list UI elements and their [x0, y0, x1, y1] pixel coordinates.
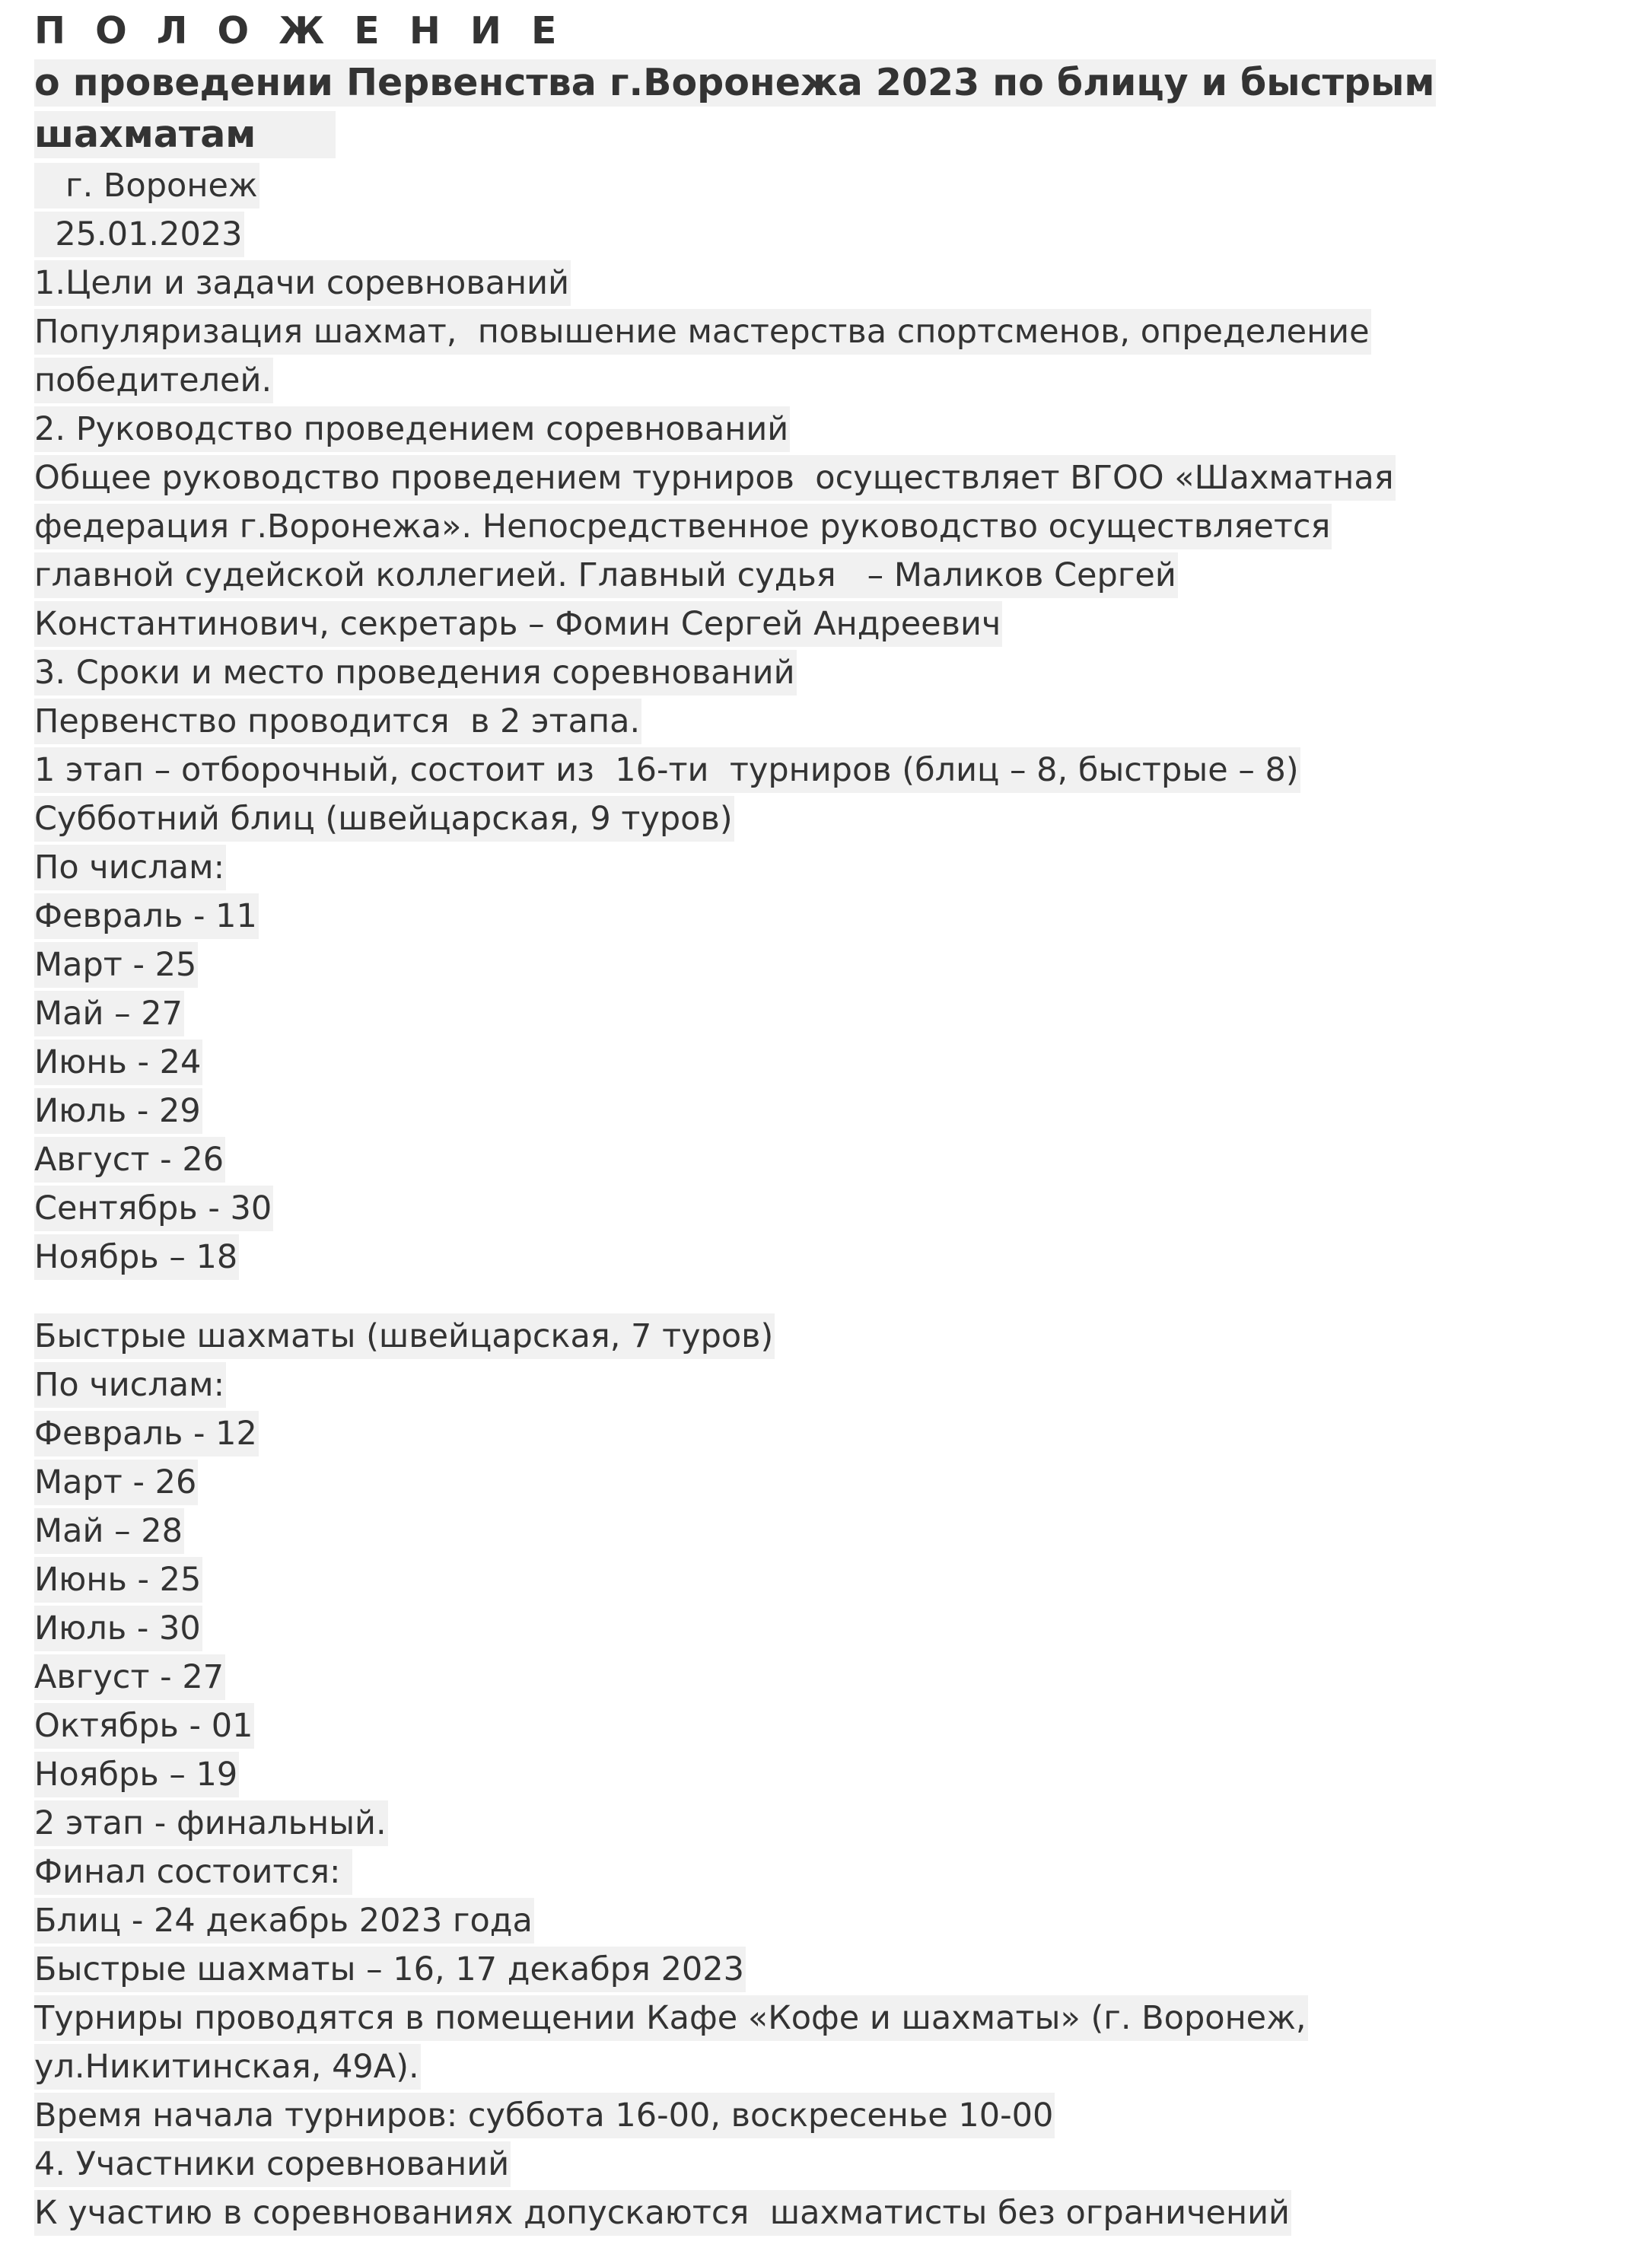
- blitz-date-item: Ноябрь – 18: [34, 1234, 1632, 1283]
- start-time: Время начала турниров: суббота 16-00, воскресенье 10-00: [34, 2093, 1632, 2141]
- rapid-dates-label: По числам:: [34, 1362, 1632, 1411]
- section-2-text-line: Общее руководство проведением турниров осуществляет ВГОО «Шахматная: [34, 455, 1632, 504]
- rapid-title: Быстрые шахматы (швейцарская, 7 туров): [34, 1313, 1632, 1362]
- document-subtitle-line-2: шахматам: [34, 111, 1632, 163]
- rapid-date-item: Ноябрь – 19: [34, 1752, 1632, 1800]
- document-title: П О Л О Ж Е Н И Е: [34, 9, 565, 53]
- blitz-date-item: Июнь - 24: [34, 1039, 1632, 1088]
- blitz-date-item: Август - 26: [34, 1137, 1632, 1186]
- blitz-date-item: Май – 27: [34, 991, 1632, 1039]
- section-1-text-line: победителей.: [34, 358, 1632, 406]
- rapid-date-item: Август - 27: [34, 1654, 1632, 1703]
- blitz-date-item: Март - 25: [34, 942, 1632, 991]
- rapid-date-item: Февраль - 12: [34, 1411, 1632, 1460]
- document-date: 25.01.2023: [34, 212, 1632, 260]
- rapid-date-item: Октябрь - 01: [34, 1703, 1632, 1752]
- section-1-heading: 1.Цели и задачи соревнований: [34, 260, 1632, 309]
- final-blitz-date: Блиц - 24 декабрь 2023 года: [34, 1898, 1632, 1947]
- document-city: г. Воронеж: [34, 163, 1632, 212]
- final-label: Финал состоится:: [34, 1849, 1632, 1898]
- stages-count: Первенство проводится в 2 этапа.: [34, 699, 1632, 747]
- section-1-text-line: Популяризация шахмат, повышение мастерства спортсменов, определение: [34, 309, 1632, 358]
- blitz-dates-label: По числам:: [34, 845, 1632, 893]
- section-4-text-line: К участию в соревнованиях допускаются шахматисты без ограничений: [34, 2190, 1632, 2239]
- section-3-heading: 3. Сроки и место проведения соревнований: [34, 650, 1632, 699]
- section-4-heading: 4. Участники соревнований: [34, 2141, 1632, 2190]
- blitz-date-item: Июль - 29: [34, 1088, 1632, 1137]
- section-2-text-line: главной судейской коллегией. Главный судья – Маликов Сергей: [34, 552, 1632, 601]
- blitz-title: Субботний блиц (швейцарская, 9 туров): [34, 796, 1632, 845]
- final-rapid-date: Быстрые шахматы – 16, 17 декабря 2023: [34, 1947, 1632, 1995]
- stage-2-description: 2 этап - финальный.: [34, 1800, 1632, 1849]
- stage-1-description: 1 этап – отборочный, состоит из 16-ти турниров (блиц – 8, быстрые – 8): [34, 747, 1632, 796]
- regulation-document: [34, 8, 1632, 2239]
- section-2-heading: 2. Руководство проведением соревнований: [34, 406, 1632, 455]
- document-subtitle-line-1: о проведении Первенства г.Воронежа 2023 по блицу и быстрым: [34, 59, 1632, 111]
- rapid-date-item: Май – 28: [34, 1508, 1632, 1557]
- blitz-date-item: Сентябрь - 30: [34, 1186, 1632, 1234]
- rapid-date-item: Июнь - 25: [34, 1557, 1632, 1606]
- venue-line: Турниры проводятся в помещении Кафе «Кофе и шахматы» (г. Воронеж,: [34, 1995, 1632, 2044]
- rapid-date-item: Март - 26: [34, 1460, 1632, 1508]
- paragraph-spacer: [34, 1283, 1632, 1313]
- blitz-date-item: Февраль - 11: [34, 893, 1632, 942]
- rapid-date-item: Июль - 30: [34, 1606, 1632, 1654]
- section-2-text-line: Константинович, секретарь – Фомин Сергей Андреевич: [34, 601, 1632, 650]
- venue-line: ул.Никитинская, 49А).: [34, 2044, 1632, 2093]
- section-2-text-line: федерация г.Воронежа». Непосредственное руководство осуществляется: [34, 504, 1632, 552]
